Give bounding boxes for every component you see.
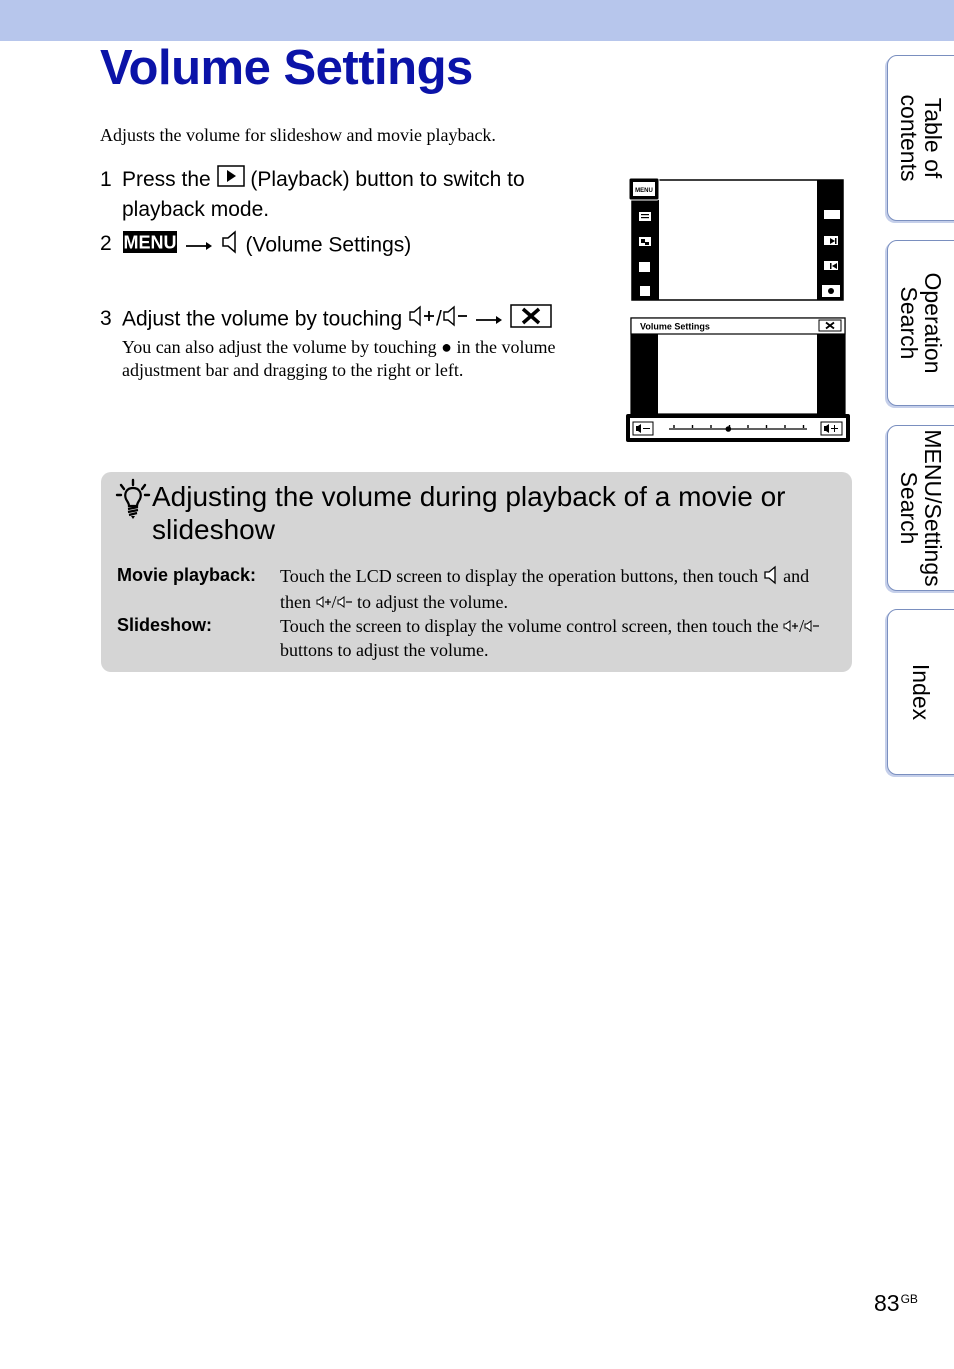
hint-bulb-icon <box>115 478 151 520</box>
hint-text <box>280 615 840 662</box>
tab-menu-settings-search[interactable] <box>887 425 954 591</box>
page-number-value: 83 <box>874 1290 900 1316</box>
tab-table-of-contents[interactable] <box>887 55 954 221</box>
slash: / <box>799 616 805 636</box>
hint-label: Slideshow: <box>117 615 213 635</box>
step-text: Press the <box>122 168 211 191</box>
step-number: 1 <box>100 168 112 191</box>
page-number <box>874 1290 918 1317</box>
hint-text-c: to adjust the volume. <box>357 592 508 612</box>
step-number: 2 <box>100 232 112 255</box>
playback-icon <box>217 165 245 195</box>
step-text: Adjust the volume by touching <box>122 307 403 331</box>
volume-icon <box>220 229 240 263</box>
tab-label: MENU/Settings Search <box>896 429 946 587</box>
hint-text-b: buttons to adjust the volume. <box>280 640 489 661</box>
hint-text-b: and then <box>280 566 810 612</box>
hint-text <box>280 565 840 615</box>
volume-down-icon <box>337 592 353 615</box>
step-3-note: You can also adjust the volume by touching ● in the volume adjustment bar and dragging to the right or left. <box>122 337 556 380</box>
slash: / <box>331 592 337 612</box>
step-3 <box>100 304 592 336</box>
volume-up-icon <box>316 592 332 615</box>
hint-box <box>101 472 852 672</box>
svg-text:MENU: MENU <box>123 232 177 253</box>
volume-down-icon <box>804 616 820 639</box>
tab-label: Table of contents <box>896 94 946 182</box>
step-text: (Volume Settings) <box>245 233 412 257</box>
hint-title: Adjusting the volume during playback of a movie or slideshow <box>152 481 786 545</box>
volume-up-icon <box>783 616 799 639</box>
step-2 <box>100 229 592 263</box>
page-suffix: GB <box>900 1292 918 1306</box>
camera-volume-screen <box>624 316 852 444</box>
menu-button-label: MENU <box>635 188 653 194</box>
menu-icon <box>122 230 178 262</box>
hint-text-a: Touch the LCD screen to display the operation buttons, then touch <box>280 566 759 587</box>
top-bar <box>0 0 954 41</box>
volume-up-icon <box>408 304 436 336</box>
arrow-right-icon <box>474 306 504 335</box>
tab-operation-search[interactable] <box>887 240 954 406</box>
hint-label: Movie playback: <box>117 565 257 585</box>
step-text-continued: (Playback) button to switch to playback mode. <box>122 168 525 222</box>
step-number: 3 <box>100 307 112 330</box>
tab-index[interactable] <box>887 609 954 775</box>
volume-icon <box>763 565 779 591</box>
intro-text: Adjusts the volume for slideshow and movie playback. <box>100 125 496 145</box>
step-1 <box>100 165 592 224</box>
volume-down-icon <box>442 304 468 336</box>
tab-label: Index <box>908 663 934 721</box>
slash: / <box>436 307 442 331</box>
volume-slider-knob <box>726 426 732 432</box>
tab-label: Operation Search <box>896 272 946 374</box>
close-icon <box>510 304 552 336</box>
camera-menu-screen <box>628 178 846 302</box>
hint-text-a: Touch the screen to display the volume control screen, then touch the <box>280 616 779 636</box>
page-title: Volume Settings <box>100 41 473 95</box>
arrow-right-icon <box>184 232 214 261</box>
dialog-title: Volume Settings <box>640 321 710 332</box>
